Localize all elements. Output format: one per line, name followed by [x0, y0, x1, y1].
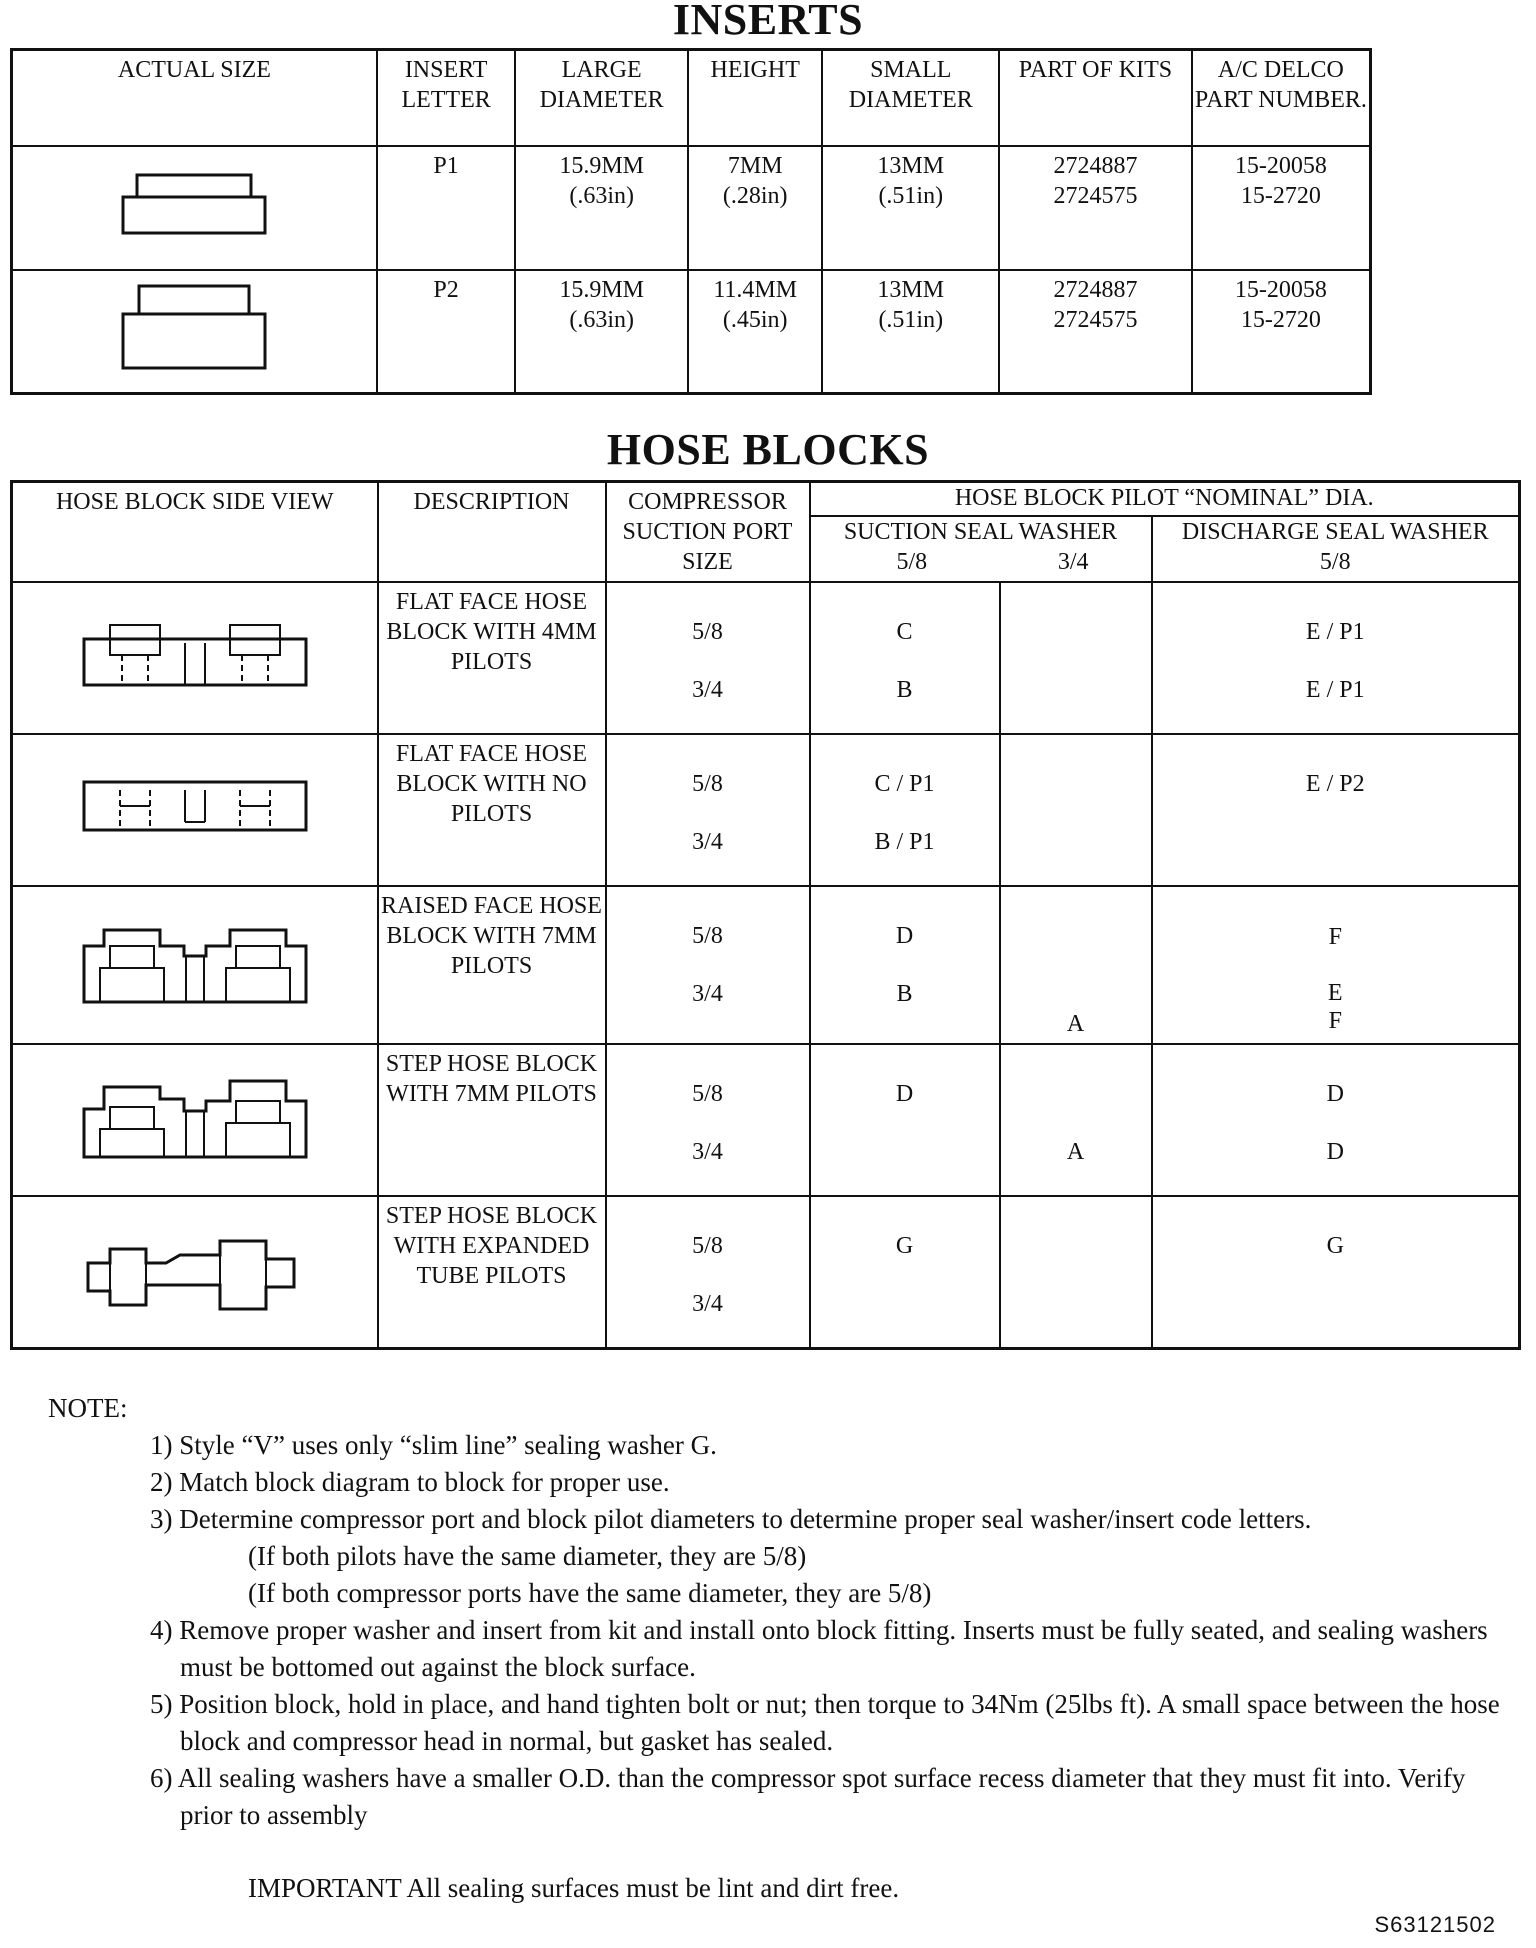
port-cell: 5/8 3/4 [606, 582, 810, 734]
header-side-view: HOSE BLOCK SIDE VIEW [12, 482, 378, 583]
insert-p2-drawing [12, 270, 377, 394]
notes-section [48, 1390, 1508, 1907]
suction-58-cell: C / P1 B / P1 [810, 734, 1000, 886]
raised-face-7mm-drawing [12, 886, 378, 1044]
small-diameter-cell: 13MM (.51in) [822, 146, 999, 270]
inserts-table [10, 48, 1372, 395]
note-3: 3) Determine compressor port and block pilot diameters to determine proper seal washer/insert code letters. [150, 1504, 1312, 1534]
header-delco-part-number: A/C DELCO PART NUMBER. [1192, 50, 1371, 146]
note-2: 2) Match block diagram to block for proper use. [150, 1467, 670, 1497]
port-cell: 5/8 3/4 [606, 734, 810, 886]
hose-blocks-title: HOSE BLOCKS [606, 425, 930, 474]
suction-34-cell [1000, 734, 1152, 886]
header-insert-letter: INSERT LETTER [377, 50, 516, 146]
description-cell: STEP HOSE BLOCK WITH EXPANDED TUBE PILOTS [378, 1196, 606, 1348]
insert-letter: P1 [377, 146, 516, 270]
discharge-58-cell: D D [1152, 1044, 1520, 1196]
port-cell: 5/8 3/4 [606, 1044, 810, 1196]
step-7mm-drawing [12, 1044, 378, 1196]
flat-face-4mm-drawing [12, 582, 378, 734]
table-row [12, 734, 1520, 886]
suction-34-cell: A [1000, 886, 1152, 1044]
discharge-58-cell: F E F [1152, 886, 1520, 1044]
header-compressor-port: COMPRESSOR SUCTION PORT SIZE [606, 482, 810, 583]
note-6: 6) All sealing washers have a smaller O.D. than the compressor spot surface recess diameter that they must fit into. Verify prior to assembly [150, 1763, 1466, 1830]
header-actual-size: ACTUAL SIZE [12, 50, 377, 146]
header-suction-58: 5/8 [896, 549, 928, 576]
suction-34-cell: A [1000, 1044, 1152, 1196]
height-cell: 7MM (.28in) [688, 146, 822, 270]
flat-face-no-pilots-drawing [12, 734, 378, 886]
discharge-58-cell: G [1152, 1196, 1520, 1348]
height-cell: 11.4MM (.45in) [688, 270, 822, 394]
header-small-diameter: SMALL DIAMETER [822, 50, 999, 146]
header-suction-seal-washer: SUCTION SEAL WASHER 5/8 3/4 [810, 516, 1152, 582]
header-suction-34: 3/4 [1057, 549, 1089, 576]
suction-34-cell [1000, 582, 1152, 734]
note-label: NOTE: [48, 1393, 128, 1423]
description-cell: RAISED FACE HOSE BLOCK WITH 7MM PILOTS [378, 886, 606, 1044]
important-note: IMPORTANT All sealing surfaces must be lint and dirt free. [248, 1873, 900, 1903]
note-5: 5) Position block, hold in place, and hand tighten bolt or nut; then torque to 34Nm (25lbs ft). A small space between the hose block and compressor head in normal, but gasket has sealed. [150, 1689, 1500, 1756]
part-number-cell: 15-20058 15-2720 [1192, 270, 1371, 394]
suction-58-cell: D [810, 1044, 1000, 1196]
discharge-58-cell: E / P2 [1152, 734, 1520, 886]
large-diameter-cell: 15.9MM (.63in) [515, 146, 688, 270]
note-4: 4) Remove proper washer and insert from kit and install onto block fitting. Inserts must be fully seated, and sealing washers must be bottomed out against the block surface. [150, 1615, 1488, 1682]
table-row [12, 886, 1520, 1044]
table-row [12, 146, 1371, 270]
table-row [12, 582, 1520, 734]
suction-58-cell: D B [810, 886, 1000, 1044]
port-cell: 5/8 3/4 [606, 1196, 810, 1348]
header-description: DESCRIPTION [378, 482, 606, 583]
header-pilot-diameter: HOSE BLOCK PILOT “NOMINAL” DIA. [810, 482, 1520, 517]
step-expanded-tube-drawing [12, 1196, 378, 1348]
header-discharge-seal-washer: DISCHARGE SEAL WASHER 5/8 [1152, 516, 1520, 582]
note-3b: (If both compressor ports have the same diameter, they are 5/8) [248, 1578, 932, 1608]
hose-blocks-table [10, 480, 1521, 1350]
discharge-58-cell: E / P1 E / P1 [1152, 582, 1520, 734]
header-discharge-58: 5/8 [1319, 549, 1351, 576]
insert-p1-drawing [12, 146, 377, 270]
kits-cell: 2724887 2724575 [999, 270, 1192, 394]
suction-34-cell [1000, 1196, 1152, 1348]
suction-58-cell: C B [810, 582, 1000, 734]
part-number-cell: 15-20058 15-2720 [1192, 146, 1371, 270]
document-code: S63121502 [1374, 1912, 1496, 1937]
table-row [12, 1196, 1520, 1348]
description-cell: FLAT FACE HOSE BLOCK WITH NO PILOTS [378, 734, 606, 886]
header-height: HEIGHT [688, 50, 822, 146]
insert-letter: P2 [377, 270, 516, 394]
note-3a: (If both pilots have the same diameter, they are 5/8) [248, 1541, 807, 1571]
header-part-of-kits: PART OF KITS [999, 50, 1192, 146]
inserts-title: INSERTS [672, 0, 864, 44]
note-1: 1) Style “V” uses only “slim line” sealing washer G. [150, 1430, 717, 1460]
large-diameter-cell: 15.9MM (.63in) [515, 270, 688, 394]
port-cell: 5/8 3/4 [606, 886, 810, 1044]
description-cell: STEP HOSE BLOCK WITH 7MM PILOTS [378, 1044, 606, 1196]
description-cell: FLAT FACE HOSE BLOCK WITH 4MM PILOTS [378, 582, 606, 734]
kits-cell: 2724887 2724575 [999, 146, 1192, 270]
suction-58-cell: G [810, 1196, 1000, 1348]
small-diameter-cell: 13MM (.51in) [822, 270, 999, 394]
header-large-diameter: LARGE DIAMETER [515, 50, 688, 146]
table-row [12, 270, 1371, 394]
table-row [12, 1044, 1520, 1196]
